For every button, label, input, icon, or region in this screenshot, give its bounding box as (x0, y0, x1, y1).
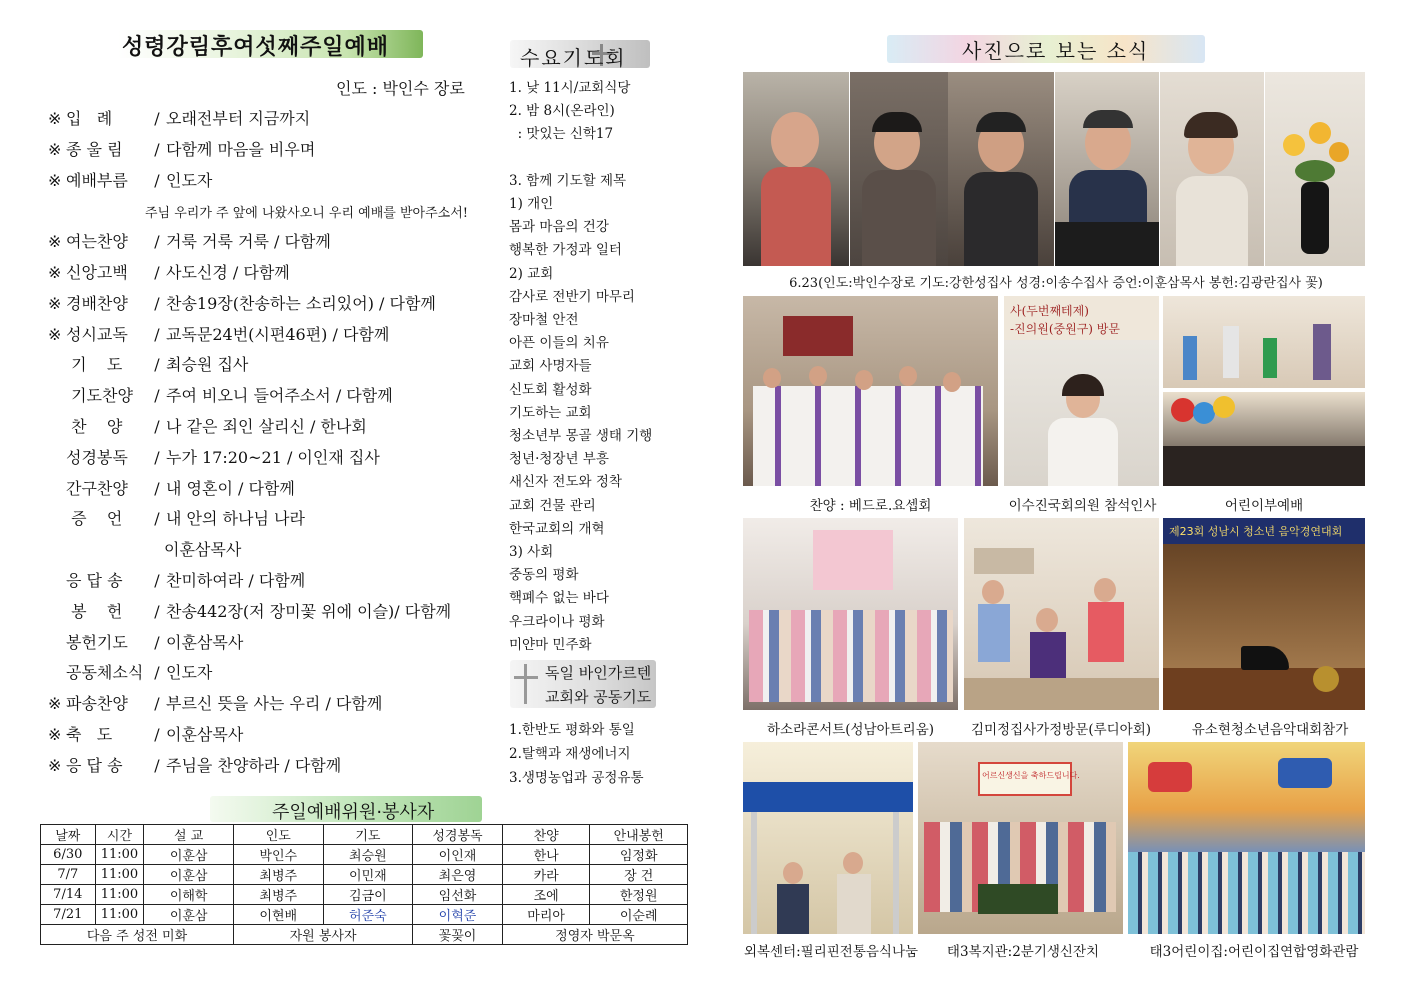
table-cell: 이훈삼 (144, 865, 234, 885)
order-item-name: 찬 양 (66, 417, 123, 436)
standing-mark: ※ (48, 232, 62, 252)
table-cell: 11:00 (95, 885, 144, 905)
prayer-item: 새신자 전도와 정착 (509, 474, 622, 491)
germany-item: 2.탈핵과 재생에너지 (509, 746, 631, 762)
separator: / (154, 694, 160, 714)
separator: / (154, 755, 160, 775)
caption-choir: 찬양 : 베드로.요셉회 (809, 498, 932, 514)
prayer-item: 장마철 안전 (509, 312, 579, 328)
caption-kids-movie: 태3어린이집:어린이집연합영화관람 (1149, 944, 1359, 960)
standing-mark: ※ (48, 139, 62, 159)
photo-worship-leader-4 (1055, 72, 1159, 266)
separator: / (154, 355, 160, 375)
order-item-name: 기 도 (66, 355, 123, 375)
order-item-content: 찬송442장(저 장미꽃 위에 이슬)/ 다함께 (166, 601, 452, 621)
standing-mark: ※ (48, 109, 62, 128)
prayer-item: 1) 개인 (509, 196, 554, 212)
order-item (48, 599, 451, 625)
order-item-name: 응 답 송 (66, 571, 123, 590)
order-item-name: 파송찬양 (66, 694, 128, 714)
order-item-name: 신앙고백 (66, 263, 128, 282)
cross-decoration-icon (524, 664, 527, 704)
table-header: 날짜 (41, 825, 96, 845)
photo-home-visit (964, 518, 1159, 710)
photo-flower-arrangement (1265, 72, 1365, 266)
order-item (48, 506, 305, 532)
standing-mark: ※ (48, 170, 62, 190)
order-item-content: 찬송19장(찬송하는 소리있어) / 다함께 (166, 293, 436, 313)
table-cell: 이현배 (233, 905, 323, 925)
prayer-item: 중동의 평화 (509, 567, 579, 584)
separator: / (154, 386, 160, 406)
standing-mark: ※ (48, 293, 62, 313)
prayer-item: 3) 사회 (509, 544, 554, 560)
order-item (48, 291, 436, 317)
prayer-item: 한국교회의 개혁 (509, 520, 605, 537)
separator: / (154, 663, 160, 683)
caption-food-sharing: 외복센터:필리핀전통음식나눔 (743, 944, 919, 960)
separator: / (154, 571, 160, 590)
order-item-name: 여는찬양 (66, 232, 128, 252)
order-item-name: 봉 헌 (66, 601, 123, 621)
separator: / (154, 232, 160, 252)
worship-title: 성령강림후여섯째주일예배 (122, 35, 390, 60)
order-item: 주님 우리가 주 앞에 나왔사오니 우리 예배를 받아주소서! (145, 206, 468, 222)
table-header: 시간 (95, 825, 144, 845)
separator: / (154, 139, 160, 159)
photo-food-sharing (743, 742, 913, 934)
table-header: 기도 (323, 825, 413, 845)
order-item-name: 증 언 (66, 509, 123, 529)
separator: / (154, 478, 160, 498)
germany-title-line2: 교회와 공동기도 (545, 688, 652, 706)
separator: / (154, 170, 160, 190)
caption-concert: 하소라콘서트(성남아트리움) (766, 722, 935, 738)
photo-worship-leader-5 (1160, 72, 1264, 266)
separator: / (154, 632, 160, 652)
photo-children-worship-1 (1163, 296, 1365, 388)
caption-sunday-service: 6.23(인도:박인수장로 기도:강한성집사 성경:이송수집사 증언:이훈삼목사 봉헌:김광란집사 꽃) (789, 276, 1323, 291)
table-cell: 이순례 (590, 905, 688, 925)
table-header: 인도 (233, 825, 323, 845)
table-cell: 한정원 (590, 885, 688, 905)
caption-birthday-party: 태3복지관:2분기생신잔치 (946, 944, 1100, 960)
order-item-content: 주님을 찬양하라 / 다함께 (166, 755, 342, 775)
table-cell: 최병주 (233, 865, 323, 885)
order-item-name: 종 울 림 (66, 139, 123, 159)
order-item-name: 성시교독 (66, 324, 128, 344)
order-item-content: 인도자 (166, 170, 213, 190)
separator: / (154, 417, 160, 436)
prayer-item: 청년·청장년 부흥 (509, 451, 609, 468)
table-cell: 7/7 (41, 865, 96, 885)
order-item (48, 229, 331, 255)
separator: / (154, 601, 160, 621)
order-item-content: 오래전부터 지금까지 (166, 109, 311, 128)
volunteers-title: 주일예배위원·봉사자 (272, 802, 435, 823)
order-item-content: 부르신 뜻을 사는 우리 / 다함께 (166, 694, 383, 714)
order-item-name: 예배부름 (66, 170, 128, 190)
germany-item: 1.한반도 평화와 통일 (509, 722, 635, 738)
order-item (48, 137, 315, 163)
table-footer-row (41, 925, 688, 945)
prayer-item: 아픈 이들의 치유 (509, 335, 609, 352)
prayer-item: 미얀마 민주화 (509, 636, 592, 653)
photo-concert-group (743, 518, 958, 710)
order-item (48, 630, 243, 656)
standing-mark: ※ (48, 725, 62, 744)
separator: / (154, 509, 160, 529)
order-item-content: 다함께 마음을 비우며 (166, 139, 316, 159)
table-cell: 이훈삼 (144, 905, 234, 925)
table-cell: 최병주 (233, 885, 323, 905)
news-title: 사진으로 보는 소식 (962, 39, 1150, 63)
photo-birthday-party (918, 742, 1123, 934)
order-item (48, 445, 380, 471)
separator: / (154, 293, 160, 313)
prayer-item: 교회 사명자들 (509, 358, 592, 375)
table-cell: 조에 (502, 885, 590, 905)
separator: / (154, 447, 160, 467)
standing-mark: ※ (48, 324, 62, 344)
prayer-item: 교회 건물 관리 (509, 497, 596, 514)
order-item (48, 106, 310, 132)
table-cell: 7/14 (41, 885, 96, 905)
photo-worship-leader-1 (743, 72, 849, 266)
order-item-content: 거룩 거룩 거룩 / 다함께 (166, 232, 331, 252)
order-item-content: 누가 17:20~21 / 이인재 집사 (166, 447, 380, 467)
photo-banner-text: 어르신생신을 축하드립니다. (982, 771, 1080, 780)
photo-banner-text: -진의원(중원구) 방문 (1010, 322, 1120, 336)
prayer-item: 감사로 전반기 마무리 (509, 288, 635, 305)
order-item (48, 168, 212, 194)
germany-item: 3.생명농업과 공정유통 (509, 770, 644, 786)
photo-choir-singing (743, 296, 998, 486)
volunteer-schedule-table (40, 824, 688, 945)
table-cell: 정영자 박문옥 (502, 925, 687, 945)
table-cell: 이해학 (144, 885, 234, 905)
order-item (48, 322, 389, 348)
separator: / (154, 725, 160, 744)
prayer-item: 우크라이나 평화 (509, 613, 605, 630)
prayer-item: 몸과 마음의 건강 (509, 219, 609, 236)
prayer-item: 2. 밤 8시(온라인) (509, 103, 615, 120)
table-cell: 박인수 (233, 845, 323, 865)
order-item-content: 나 같은 죄인 살리신 / 한나회 (166, 417, 367, 436)
order-item-content: 교독문24번(시편46편) / 다함께 (166, 324, 390, 344)
table-cell: 김금이 (323, 885, 413, 905)
table-row (41, 905, 688, 925)
table-cell: 최은영 (413, 865, 503, 885)
table-row (41, 885, 688, 905)
cross-decoration-bar (514, 676, 538, 679)
order-item-content: 내 영혼이 / 다함께 (166, 478, 295, 498)
order-item (48, 383, 393, 409)
photo-banner-text: 제23회 성남시 청소년 음악경연대회 (1169, 525, 1343, 538)
order-item (48, 660, 212, 686)
prayer-item: 2) 교회 (509, 265, 554, 282)
order-item-name: 경배찬양 (66, 293, 128, 313)
order-item-content: 이훈삼목사 (166, 725, 244, 744)
order-item (48, 476, 295, 502)
photo-children-worship-2 (1163, 392, 1365, 486)
order-item-content: 인도자 (166, 663, 213, 683)
caption-music-contest: 유소현청소년음악대회참가 (1191, 722, 1349, 738)
order-item-content: 사도신경 / 다함께 (166, 263, 290, 282)
order-item-name: 축 도 (66, 725, 113, 744)
table-row (41, 845, 688, 865)
table-header: 성경봉독 (413, 825, 503, 845)
order-item-name: 입 례 (66, 109, 113, 128)
table-header: 설 교 (144, 825, 234, 845)
table-cell: 이인재 (413, 845, 503, 865)
table-cell: 이민재 (323, 865, 413, 885)
prayer-item: 청소년부 몽골 생태 기행 (509, 428, 653, 444)
order-item (48, 691, 382, 717)
order-item-name: 응 답 송 (66, 755, 123, 775)
photo-kids-movie-trip (1128, 742, 1365, 934)
photo-worship-leader-2 (850, 72, 948, 266)
prayer-item: 3. 함께 기도할 제목 (509, 172, 627, 189)
photo-music-contest (1163, 518, 1365, 710)
order-item-content: 이훈삼목사 (166, 632, 244, 652)
table-cell: 장 건 (590, 865, 688, 885)
order-item: 이훈삼목사 (164, 540, 242, 560)
table-cell: 11:00 (95, 905, 144, 925)
prayer-item: 1. 낮 11시/교회식당 (509, 80, 631, 96)
caption-home-visit: 김미정집사가정방문(루디아회) (970, 722, 1152, 738)
table-cell: 11:00 (95, 865, 144, 885)
germany-title-line1: 독일 바인가르텐 (545, 664, 652, 682)
table-cell: 7/21 (41, 905, 96, 925)
separator: / (154, 109, 160, 128)
order-item-name: 성경봉독 (66, 447, 128, 467)
table-cell: 다음 주 성전 미화 (41, 925, 234, 945)
order-item-content: 주여 비오니 들어주소서 / 다함께 (166, 386, 393, 406)
prayer-item: 신도회 활성화 (509, 381, 592, 398)
table-cell: 자원 봉사자 (233, 925, 412, 945)
standing-mark: ※ (48, 263, 62, 282)
table-cell: 최승원 (323, 845, 413, 865)
caption-children-worship: 어린이부예배 (1224, 498, 1304, 514)
table-cell: 이혁준 (413, 905, 503, 925)
prayer-item: 핵폐수 없는 바다 (509, 590, 609, 607)
standing-mark: ※ (48, 694, 62, 714)
photo-banner-text: 사(두번째테제) (1010, 304, 1089, 318)
order-item (48, 352, 248, 378)
table-cell: 6/30 (41, 845, 96, 865)
separator: / (154, 263, 160, 282)
order-item-content: 내 안의 하나님 나라 (166, 509, 305, 529)
order-item (48, 722, 243, 748)
table-cell: 임정화 (590, 845, 688, 865)
table-header: 안내봉헌 (590, 825, 688, 845)
table-cell: 카라 (502, 865, 590, 885)
order-item (48, 568, 305, 594)
separator: / (154, 324, 160, 344)
worship-leader: 인도 : 박인수 장로 (336, 79, 465, 98)
caption-lawmaker: 이수진국회의원 참석인사 (1008, 498, 1157, 514)
order-item (48, 414, 367, 440)
table-cell: 마리아 (502, 905, 590, 925)
prayer-item: 행복한 가정과 일터 (509, 242, 622, 259)
order-item-content: 찬미하여라 / 다함께 (166, 571, 306, 590)
standing-mark: ※ (48, 755, 62, 775)
table-cell: 한나 (502, 845, 590, 865)
table-cell: 허준숙 (323, 905, 413, 925)
prayer-item: : 맛있는 신학17 (509, 126, 614, 143)
order-item-name: 공동체소식 (66, 663, 144, 683)
wednesday-title: 수요기도회 (520, 46, 627, 70)
table-cell: 11:00 (95, 845, 144, 865)
table-cell: 이훈삼 (144, 845, 234, 865)
order-item (48, 753, 341, 779)
photo-worship-leader-3 (948, 72, 1054, 266)
table-header: 찬양 (502, 825, 590, 845)
prayer-item: 기도하는 교회 (509, 404, 592, 421)
order-item-name: 기도찬양 (66, 386, 133, 406)
order-item (48, 260, 290, 286)
order-item-name: 간구찬양 (66, 478, 128, 498)
table-cell: 꽃꽂이 (413, 925, 503, 945)
table-header-row (41, 825, 688, 845)
photo-lawmaker-greeting (1004, 296, 1159, 486)
order-item-name: 봉헌기도 (66, 632, 128, 652)
order-item-content: 최승원 집사 (166, 355, 249, 375)
table-cell: 임선화 (413, 885, 503, 905)
table-row (41, 865, 688, 885)
